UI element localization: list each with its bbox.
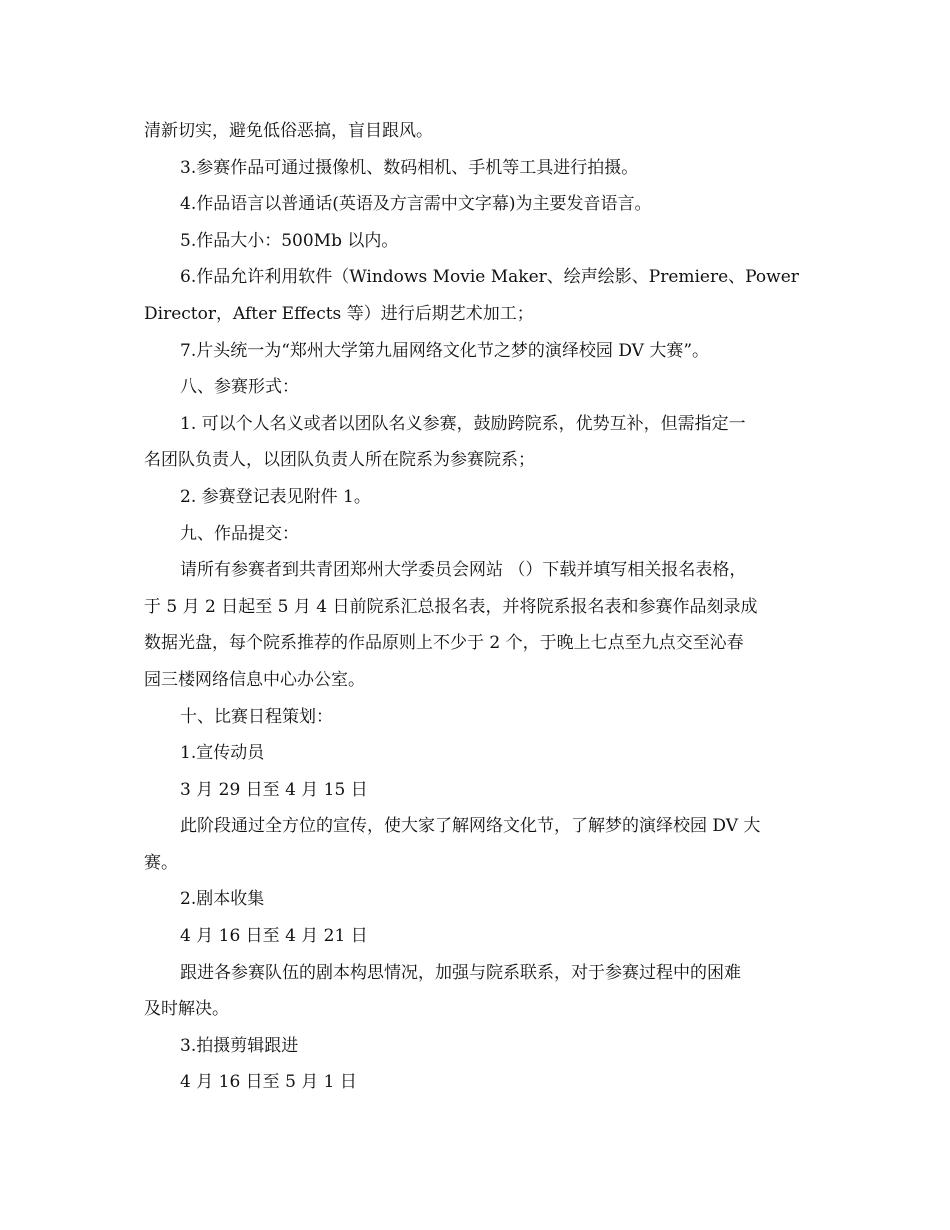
paragraph — [144, 1028, 808, 1065]
paragraph — [144, 881, 808, 918]
text-line: 此阶段通过全方位的宣传，使大家了解网络文化节，了解梦的演绎校园 DV 大 — [180, 816, 761, 837]
text-line: 及时解决。 — [144, 999, 229, 1020]
text-line: 3.拍摄剪辑跟进 — [180, 1035, 299, 1056]
paragraph — [144, 479, 808, 516]
paragraph — [144, 772, 808, 809]
paragraph — [144, 808, 808, 881]
paragraph — [144, 259, 808, 332]
text-line: 八、参赛形式： — [180, 377, 299, 398]
paragraph — [144, 552, 808, 698]
paragraph — [144, 150, 808, 187]
text-line: 4.作品语言以普通话(英语及方言需中文字幕)为主要发音语言。 — [180, 194, 652, 215]
paragraph — [144, 1064, 808, 1101]
text-line: 跟进各参赛队伍的剧本构思情况，加强与院系联系，对于参赛过程中的困难 — [180, 962, 741, 983]
document-body — [144, 113, 808, 1101]
paragraph — [144, 918, 808, 955]
paragraph — [144, 223, 808, 260]
text-line: 数据光盘，每个院系推荐的作品原则上不少于 2 个，于晚上七点至九点交至沁春 — [144, 633, 744, 654]
text-line: 3 月 29 日至 4 月 15 日 — [180, 779, 368, 800]
paragraph — [144, 406, 808, 479]
text-line: 九、作品提交： — [180, 523, 299, 544]
text-line: 请所有参赛者到共青团郑州大学委员会网站 （）下载并填写相关报名表格， — [180, 560, 747, 581]
text-line: 3.参赛作品可通过摄像机、数码相机、手机等工具进行拍摄。 — [180, 157, 639, 178]
text-line: 园三楼网络信息中心办公室。 — [144, 669, 365, 690]
text-line: 清新切实，避免低俗恶搞，盲目跟风。 — [144, 121, 433, 141]
text-line: 7.片头统一为“郑州大学第九届网络文化节之梦的演绎校园 DV 大赛”。 — [180, 340, 710, 361]
text-line: 于 5 月 2 日起至 5 月 4 日前院系汇总报名表，并将院系报名表和参赛作品刻录成 — [144, 596, 758, 617]
paragraph — [144, 186, 808, 223]
text-line: 名团队负责人，以团队负责人所在院系为参赛院系； — [144, 450, 535, 471]
text-line: 2.剧本收集 — [180, 889, 265, 910]
text-line: 赛。 — [144, 852, 178, 873]
paragraph — [144, 735, 808, 772]
text-line: 十、比赛日程策划： — [180, 706, 333, 727]
text-line: 6.作品允许利用软件（Windows Movie Maker、绘声绘影、Premiere、Power — [180, 267, 799, 288]
text-line: 4 月 16 日至 4 月 21 日 — [180, 926, 368, 947]
paragraph — [144, 113, 808, 150]
text-line: 5.作品大小：500Mb 以内。 — [180, 230, 399, 251]
paragraph — [144, 369, 808, 406]
paragraph — [144, 699, 808, 736]
paragraph — [144, 333, 808, 370]
text-line: 1. 可以个人名义或者以团队名义参赛，鼓励跨院系，优势互补，但需指定一 — [180, 413, 746, 434]
text-line: 1.宣传动员 — [180, 743, 265, 764]
text-line: Director，After Effects 等）进行后期艺术加工； — [144, 303, 534, 324]
paragraph — [144, 955, 808, 1028]
paragraph — [144, 516, 808, 553]
text-line: 4 月 16 日至 5 月 1 日 — [180, 1072, 357, 1093]
text-line: 2. 参赛登记表见附件 1。 — [180, 486, 371, 507]
